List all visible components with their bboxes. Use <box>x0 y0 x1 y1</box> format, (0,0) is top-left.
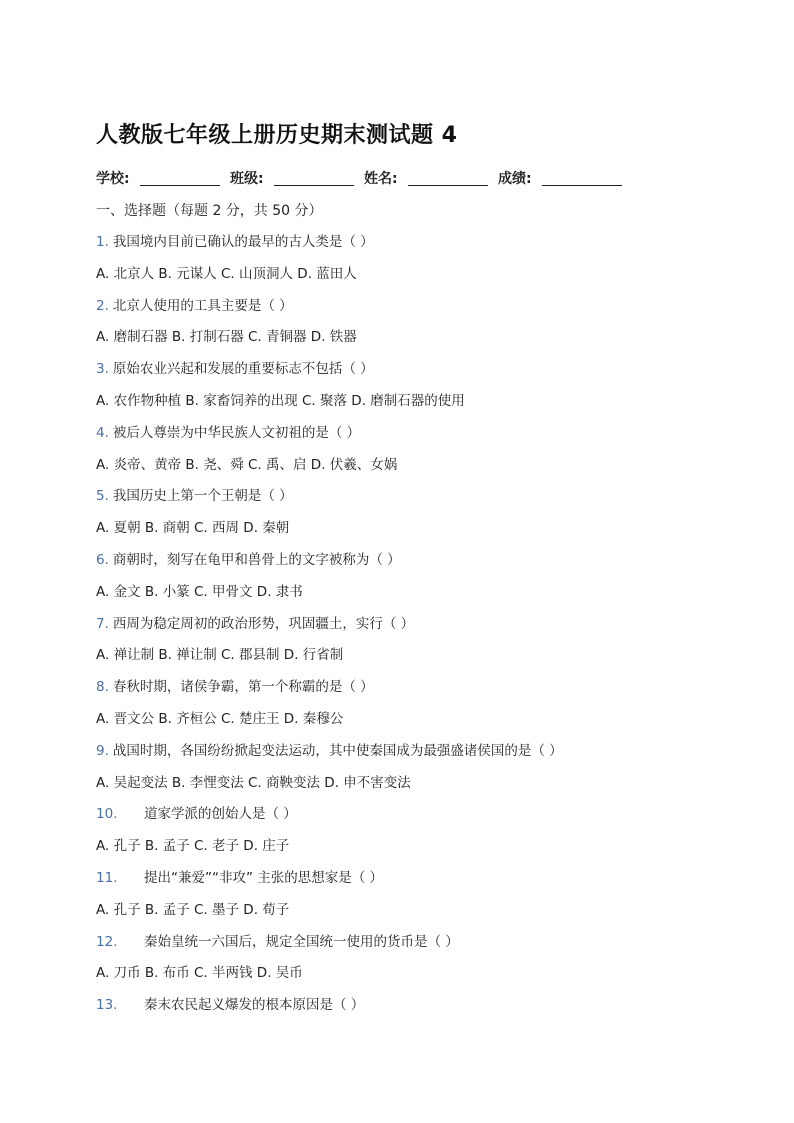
question-number: 11. <box>96 869 118 886</box>
question-text: 北京人使用的工具主要是（ ） <box>112 297 293 314</box>
question-5-stem <box>96 486 736 518</box>
question-text: 原始农业兴起和发展的重要标志不包括（ ） <box>112 361 374 378</box>
question-text: 被后人尊崇为中华民族人文初祖的是（ ） <box>112 424 361 441</box>
question-number: 10. <box>96 806 118 823</box>
question-1-options: A. 北京人 B. 元谋人 C. 山顶洞人 D. 蓝田人 <box>96 265 357 282</box>
question-9-options: A. 吴起变法 B. 李悝变法 C. 商鞅变法 D. 申不害变法 <box>96 774 411 791</box>
question-number: 7. <box>96 615 109 632</box>
question-text: 战国时期，各国纷纷掀起变法运动，其中使秦国成为最强盛诸侯国的是（ ） <box>112 742 563 759</box>
question-4-stem <box>96 423 736 455</box>
name-field <box>364 168 488 188</box>
question-number: 4. <box>96 424 109 441</box>
question-7-stem <box>96 614 736 646</box>
question-5-options: A. 夏朝 B. 商朝 C. 西周 D. 秦朝 <box>96 520 290 537</box>
school-label: 学校: <box>96 171 130 187</box>
question-3-stem <box>96 359 736 391</box>
question-8-options: A. 晋文公 B. 齐桓公 C. 楚庄王 D. 秦穆公 <box>96 710 344 727</box>
class-blank <box>274 171 354 186</box>
question-10-options: A. 孔子 B. 孟子 C. 老子 D. 庄子 <box>96 838 290 855</box>
question-4-options: A. 炎帝、黄帝 B. 尧、舜 C. 禹、启 D. 伏羲、女娲 <box>96 456 398 473</box>
school-field <box>96 168 220 188</box>
question-number: 1. <box>96 234 109 250</box>
score-blank <box>542 171 622 186</box>
question-1-stem <box>96 232 736 264</box>
question-text: 我国境内目前已确认的最早的古人类是（ ） <box>112 234 374 250</box>
question-number: 2. <box>96 297 109 314</box>
question-6-stem <box>96 550 736 582</box>
question-number: 8. <box>96 679 109 696</box>
question-number: 12. <box>96 933 118 950</box>
student-info-row <box>96 168 656 188</box>
question-text: 我国历史上第一个王朝是（ ） <box>112 488 293 505</box>
question-number: 3. <box>96 361 109 378</box>
score-field <box>498 168 622 188</box>
class-label: 班级: <box>230 171 264 187</box>
question-text: 春秋时期，诸侯争霸，第一个称霸的是（ ） <box>112 679 374 696</box>
name-label: 姓名: <box>364 171 398 187</box>
question-text: 道家学派的创始人是（ ） <box>144 806 297 823</box>
question-8-stem <box>96 677 736 709</box>
class-field <box>230 168 354 188</box>
question-3-options: A. 农作物种植 B. 家畜饲养的出现 C. 聚落 D. 磨制石器的使用 <box>96 392 465 409</box>
question-2-options: A. 磨制石器 B. 打制石器 C. 青铜器 D. 铁器 <box>96 329 357 346</box>
question-text: 提出“兼爱”“非攻” 主张的思想家是（ ） <box>144 869 384 886</box>
question-text: 秦始皇统一六国后，规定全国统一使用的货币是（ ） <box>144 933 459 950</box>
question-text: 西周为稳定周初的政治形势，巩固疆土，实行（ ） <box>112 615 415 632</box>
question-6-options: A. 金文 B. 小篆 C. 甲骨文 D. 隶书 <box>96 583 303 600</box>
question-number: 5. <box>96 488 109 505</box>
question-10-stem <box>96 804 736 836</box>
question-number: 6. <box>96 551 109 568</box>
question-number: 9. <box>96 742 109 759</box>
question-13-stem <box>96 995 736 1027</box>
page-title: 人教版七年级上册历史期末测试题 4 <box>96 123 458 148</box>
question-number: 13. <box>96 997 118 1014</box>
question-11-options: A. 孔子 B. 孟子 C. 墨子 D. 荀子 <box>96 901 290 918</box>
question-9-stem <box>96 741 736 773</box>
question-2-stem <box>96 296 736 328</box>
question-list <box>96 232 736 1027</box>
question-12-stem <box>96 932 736 964</box>
question-7-options: A. 禅让制 B. 禅让制 C. 郡县制 D. 行省制 <box>96 647 344 664</box>
question-text: 商朝时，刻写在龟甲和兽骨上的文字被称为（ ） <box>112 551 401 568</box>
name-blank <box>408 171 488 186</box>
section-heading: 一、选择题（每题 2 分，共 50 分） <box>96 203 323 219</box>
school-blank <box>140 171 220 186</box>
score-label: 成绩: <box>498 171 532 187</box>
question-11-stem <box>96 868 736 900</box>
question-text: 秦末农民起义爆发的根本原因是（ ） <box>144 997 365 1014</box>
question-12-options: A. 刀币 B. 布币 C. 半两钱 D. 吴币 <box>96 965 303 982</box>
